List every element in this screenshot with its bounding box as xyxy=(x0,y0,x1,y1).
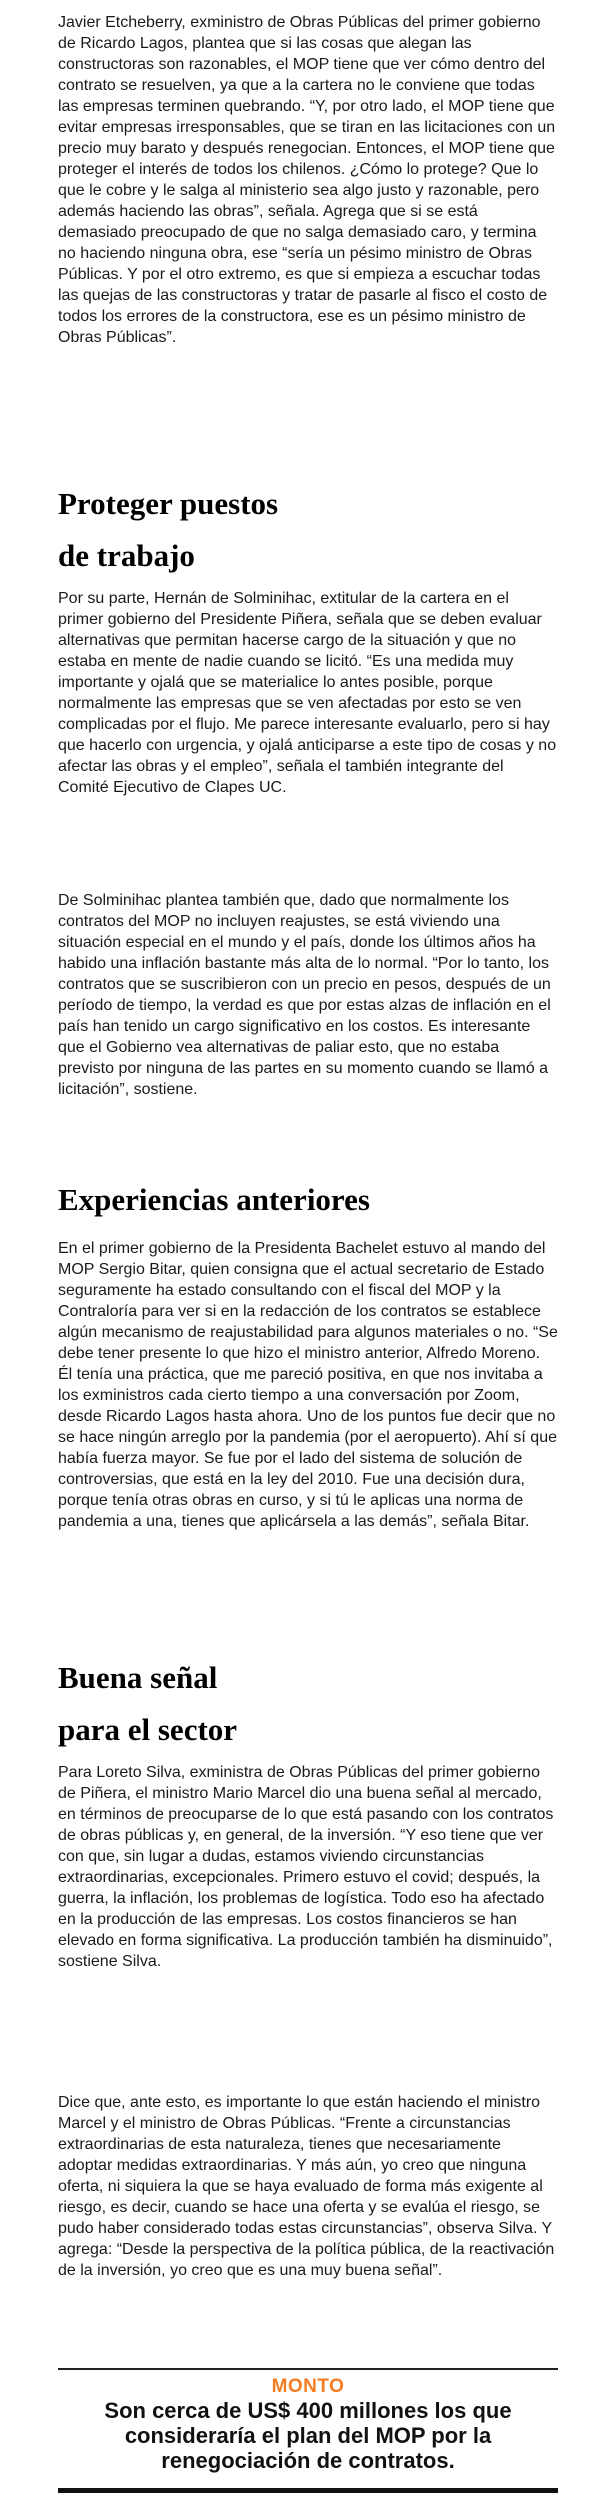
heading-line: de trabajo xyxy=(58,538,195,573)
paragraph-solminihac-2: De Solminihac plantea también que, dado que normalmente los contratos del MOP no incluyen reajustes, se está viviendo una situación especial en el mundo y el país, donde los últimos años ha habido una inflación bastante más alta de lo normal. “Por lo tanto, los contratos que se suscribieron con un precio en pesos, después de un período de tiempo, la verdad es que por estas alzas de inflación en el país han tenido un cargo significativo en los costos. Es interesante que el Gobierno vea alternativas de paliar esto, que no estaba previsto por ninguna de las partes en su momento cuando se llamó a licitación”, sostiene. xyxy=(58,892,551,1098)
callout-text: Son cerca de US$ 400 millones los que consideraría el plan del MOP por la renegociación de contratos. xyxy=(104,2398,512,2473)
heading-line: Proteger puestos xyxy=(58,486,279,521)
heading-line: para el sector xyxy=(58,1712,238,1747)
heading-proteger xyxy=(58,484,558,576)
paragraph-bitar: En el primer gobierno de la Presidenta Bachelet estuvo al mando del MOP Sergio Bitar, quien consigna que el actual secretario de Estado seguramente ha estado consultando con el fiscal del MOP y la Contraloría para ver si en la redacción de los contratos se establece algún mecanismo de reajustabilidad para algunos materiales o no. “Se debe tener presente lo que hizo el ministro anterior, Alfredo Moreno. Él tenía una práctica, que me pareció positiva, en que nos invitaba a los exministros cada cierto tiempo a una conversación por Zoom, desde Ricardo Lagos hasta ahora. Uno de los puntos fue decir que no se hace ningún arreglo por la pandemia (por el aeropuerto). Ahí sí que había fuerza mayor. Se fue por el lado del sistema de solución de controversias, que está en la ley del 2010. Fue una decisión dura, porque tenía otras obras en curso, y si tú le aplicas una norma de pandemia a una, tienes que aplicársela a las demás”, señala Bitar. xyxy=(58,1240,558,1530)
heading-buena-senal xyxy=(58,1658,558,1750)
callout-box xyxy=(58,2368,558,2473)
callout-bottom-rule xyxy=(58,2488,558,2493)
heading-line: Buena señal xyxy=(58,1660,218,1695)
paragraph-silva-1: Para Loreto Silva, exministra de Obras Públicas del primer gobierno de Piñera, el ministro Mario Marcel dio una buena señal al mercado, en términos de preocuparse de lo que está pasando con los contratos de obras públicas y, en general, de la inversión. “Y eso tiene que ver con que, sin lugar a dudas, estamos viviendo circunstancias extraordinarias, excepcionales. Primero estuvo el covid; después, la guerra, la inflación, los problemas de logística. Todo eso ha afectado en la producción de las empresas. Los costos financieros se han elevado en forma significativa. La producción también ha disminuido”, sostiene Silva. xyxy=(58,1764,554,1970)
paragraph-silva-2: Dice que, ante esto, es importante lo que están haciendo el ministro Marcel y el ministro de Obras Públicas. “Frente a circunstancias extraordinarias de esta naturaleza, tienes que necesariamente adoptar medidas extraordinarias. Y más aún, yo creo que ninguna oferta, ni siquiera la que se haya evaluado de forma más exigente al riesgo, es decir, cuando se hace una oferta y se evalúa el riesgo, se pudo haber considerado todas estas circunstancias”, observa Silva. Y agrega: “Desde la perspectiva de la política pública, de la reactivación de la inversión, yo creo que es una muy buena señal”. xyxy=(58,2094,555,2279)
heading-experiencias xyxy=(58,1180,558,1220)
callout-label: MONTO xyxy=(271,2376,345,2397)
paragraph-solminihac-1: Por su parte, Hernán de Solminihac, extitular de la cartera en el primer gobierno del Presidente Piñera, señala que se deben evaluar alternativas que permitan hacerse cargo de la situación y que no estaba en mente de nadie cuando se licitó. “Es una medida muy importante y ojalá que se materialice lo antes posible, porque normalmente las empresas que se ven afectadas por esto se ven complicadas por el flujo. Me parece interesante evaluarlo, pero si hay que hacerlo con urgencia, y ojalá anticiparse a este tipo de cosas y no afectar las obras y el empleo”, señala el también integrante del Comité Ejecutivo de Clapes UC. xyxy=(58,590,557,796)
paragraph-etcheberry: Javier Etcheberry, exministro de Obras Públicas del primer gobierno de Ricardo Lagos, plantea que si las cosas que alegan las constructoras son razonables, el MOP tiene que ver cómo dentro del contrato se resuelven, ya que a la cartera no le conviene que todas las empresas terminen quebrando. “Y, por otro lado, el MOP tiene que evitar empresas irresponsables, que se tiran en las licitaciones con un precio muy barato y después renegocian. Entonces, el MOP tiene que proteger el interés de todos los chilenos. ¿Cómo lo protege? Que lo que le cobre y le salga al ministerio sea algo justo y razonable, pero además haciendo las obras”, señala. Agrega que si se está demasiado preocupado de que no salga demasiado caro, y termina no haciendo ninguna obra, ese “sería un pésimo ministro de Obras Públicas. Y por el otro extremo, es que si empieza a escuchar todas las quejas de las constructoras y tratar de pasarle al fisco el costo de todos los errores de la constructora, ese es un pésimo ministro de Obras Públicas”. xyxy=(58,14,556,346)
heading-line: Experiencias anteriores xyxy=(58,1182,370,1217)
